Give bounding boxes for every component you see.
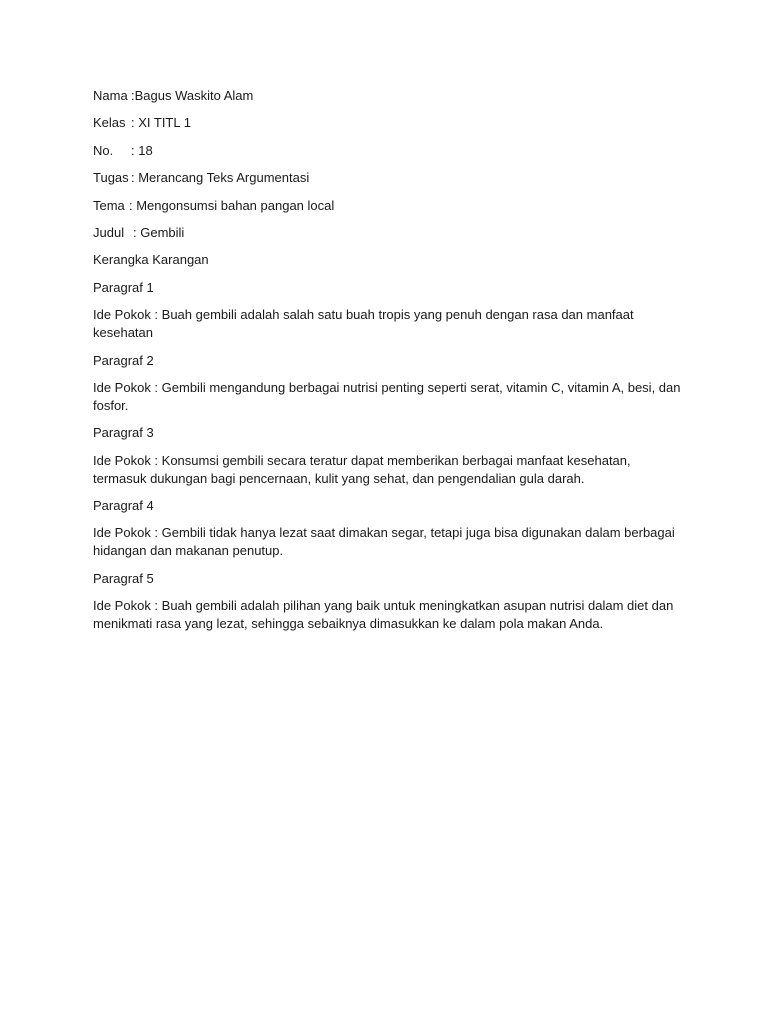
header-kelas: [93, 114, 683, 132]
paragraph-2-text: Ide Pokok : Gembili mengandung berbagai nutrisi penting seperti serat, vitamin C, vitamin A, besi, dan fosfor.: [93, 379, 681, 413]
kelas-label: Kelas: [93, 115, 126, 131]
header-tema: [93, 197, 683, 215]
tema-label: Tema: [93, 197, 125, 213]
no-value: : 18: [131, 142, 153, 158]
kerangka-title: Kerangka Karangan: [93, 252, 209, 268]
kelas-value: : XI TITL 1: [131, 115, 191, 131]
header-no: [93, 142, 683, 160]
header-judul: [93, 224, 683, 242]
paragraph-1-text: Ide Pokok : Buah gembili adalah salah satu buah tropis yang penuh dengan rasa dan manfaat kesehatan: [93, 307, 634, 341]
paragraph-2-title: Paragraf 2: [93, 352, 154, 368]
no-label: No.: [93, 142, 114, 158]
tugas-value: : Merancang Teks Argumentasi: [131, 170, 310, 186]
judul-value: : Gembili: [133, 224, 185, 240]
tugas-label: Tugas: [93, 170, 129, 186]
nama-value: :Bagus Waskito Alam: [131, 88, 254, 103]
paragraph-3-text: Ide Pokok : Konsumsi gembili secara teratur dapat memberikan berbagai manfaat kesehatan, termasuk dukungan bagi pencernaan, kulit yang sehat, dan pengendalian gula darah.: [93, 452, 631, 486]
paragraph-5-text: Ide Pokok : Buah gembili adalah pilihan yang baik untuk meningkatkan asupan nutrisi dalam diet dan menikmati rasa yang lezat, sehingga sebaiknya dimasukkan ke dalam pola makan Anda.: [93, 598, 674, 632]
paragraph-1-title: Paragraf 1: [93, 279, 154, 295]
paragraph-5-title: Paragraf 5: [93, 570, 154, 586]
paragraph-4-title: Paragraf 4: [93, 498, 154, 514]
header-nama: [93, 87, 683, 105]
paragraph-4-text: Ide Pokok : Gembili tidak hanya lezat saat dimakan segar, tetapi juga bisa digunakan dalam berbagai hidangan dan makanan penutup.: [93, 525, 675, 559]
judul-label: Judul: [93, 224, 125, 240]
paragraph-3-title: Paragraf 3: [93, 425, 154, 441]
nama-label: Nama: [93, 88, 128, 103]
document-content: [93, 87, 683, 643]
tema-value: : Mengonsumsi bahan pangan local: [129, 197, 335, 213]
header-tugas: [93, 169, 683, 187]
